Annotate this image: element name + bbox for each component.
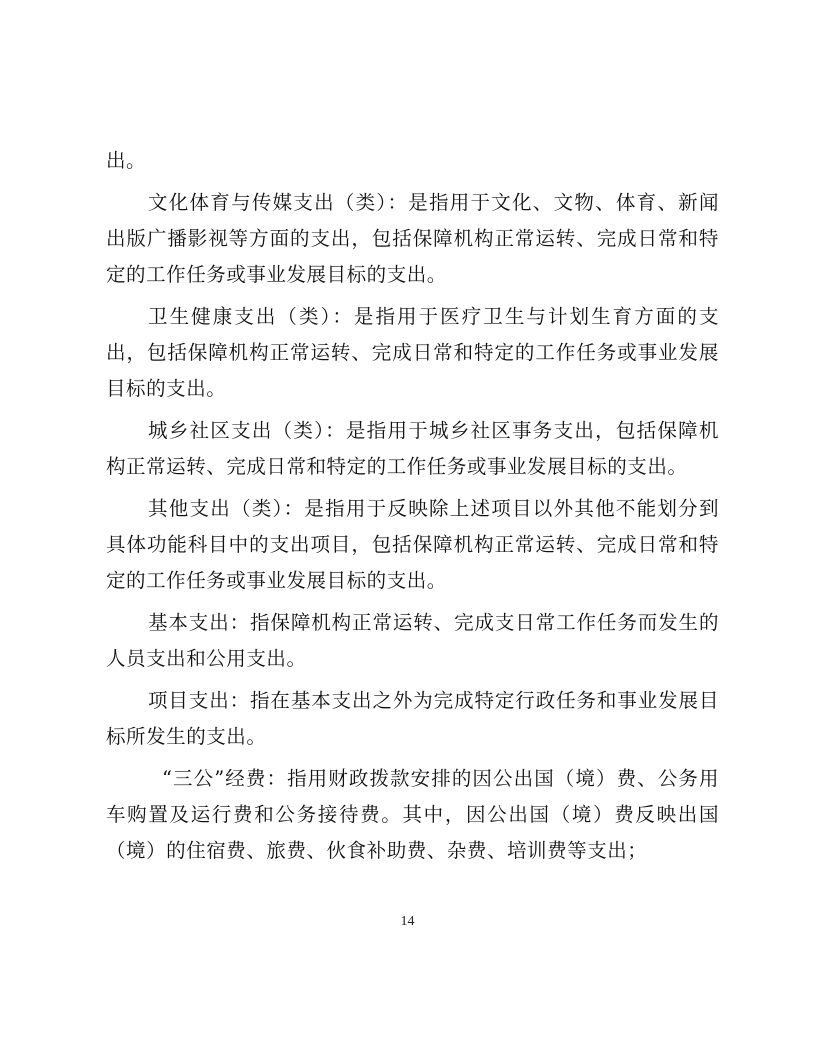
paragraph-continuation: 出。 [106,149,147,172]
paragraph-health-expenditure: 卫生健康支出（类）：是指用于医疗卫生与计划生育方面的支出，包括保障机构正常运转、完成日常和特定的工作任务或事业发展目标的支出。 [106,305,719,400]
paragraph-project-expenditure: 项目支出：指在基本支出之外为完成特定行政任务和事业发展目标所发生的支出。 [106,689,719,748]
paragraph-three-public-expenses: “三公”经费：指用财政拨款安排的因公出国（境）费、公务用车购置及运行费和公务接待费。其中，因公出国（境）费反映出国（境）的住宿费、旅费、伙食补助费、杂费、培训费等支出； [106,767,719,862]
paragraph-other-expenditure: 其他支出（类）：是指用于反映除上述项目以外其他不能划分到具体功能科目中的支出项目，包括保障机构正常运转、完成日常和特定的工作任务或事业发展目标的支出。 [106,497,719,592]
paragraph-basic-expenditure: 基本支出：指保障机构正常运转、完成支日常工作任务而发生的人员支出和公用支出。 [106,611,719,670]
paragraph-urban-rural-community-expenditure: 城乡社区支出（类）：是指用于城乡社区事务支出，包括保障机构正常运转、完成日常和特定的工作任务或事业发展目标的支出。 [106,419,719,478]
document-body [106,143,719,875]
page-number: 14 [400,914,415,929]
paragraph-culture-sports-media-expenditure: 文化体育与传媒支出（类）：是指用于文化、文物、体育、新闻出版广播影视等方面的支出，包括保障机构正常运转、完成日常和特定的工作任务或事业发展目标的支出。 [106,191,719,286]
